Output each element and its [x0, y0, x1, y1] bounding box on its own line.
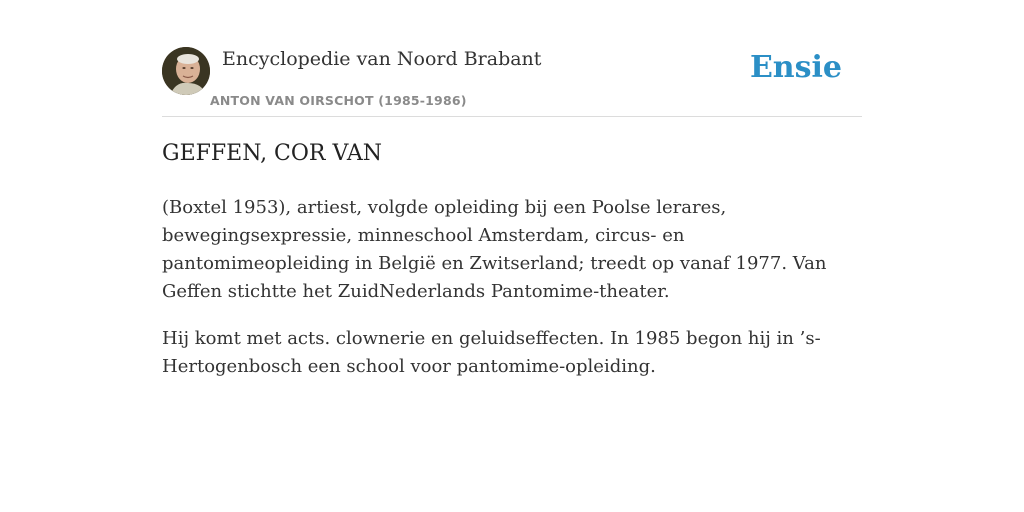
- header: [162, 46, 862, 117]
- author-avatar[interactable]: [162, 47, 210, 95]
- entry-paragraph-1: (Boxtel 1953), artiest, volgde opleiding bij een Poolse lerares, bewegingsexpressie, minneschool Amsterdam, circus- en pantomimeopleiding in België en Zwitserland; treedt op vanaf 1977. Van Geffen stichtte het ZuidNederlands Pantomime-theater.: [162, 197, 827, 302]
- entry-title: GEFFEN, COR VAN: [162, 141, 383, 166]
- ensie-logo[interactable]: Ensie: [749, 50, 842, 85]
- book-title-link[interactable]: Encyclopedie van Noord Brabant: [222, 48, 542, 70]
- author-name[interactable]: ANTON VAN OIRSCHOT (1985-1986): [210, 93, 467, 108]
- entry-content: [162, 138, 862, 400]
- entry-paragraph-2: Hij komt met acts. clownerie en geluidseffecten. In 1985 begon hij in ’s-Hertogenbosch een school voor pantomime-opleiding.: [162, 328, 821, 377]
- avatar-portrait-icon: [162, 47, 210, 95]
